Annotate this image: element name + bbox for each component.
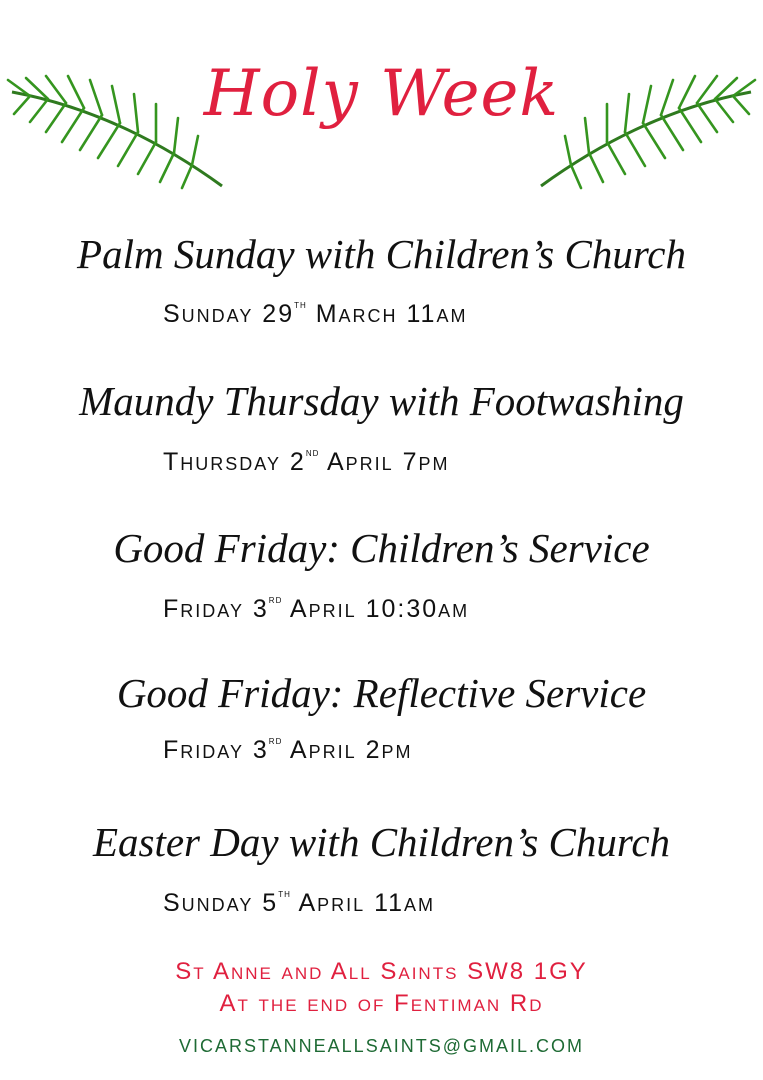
page-title: Holy Week <box>203 57 560 131</box>
event-time-easter-day: Sunday 5th April 11am <box>163 886 436 917</box>
event-name-good-friday-childrens: Good Friday: Children’s Service <box>113 525 650 571</box>
church-address: St Anne and All Saints SW8 1GY <box>175 958 588 985</box>
event-time-maundy-thursday: Thursday 2nd April 7pm <box>163 445 450 476</box>
church-directions: At the end of Fentiman Rd <box>219 990 544 1017</box>
event-time-palm-sunday: Sunday 29th March 11am <box>163 297 468 328</box>
contact-email[interactable]: VICARSTANNEALLSAINTS@GMAIL.COM <box>178 1036 584 1056</box>
event-name-palm-sunday: Palm Sunday with Children’s Church <box>77 231 686 277</box>
event-name-good-friday-reflective: Good Friday: Reflective Service <box>116 670 647 716</box>
event-time-good-friday-reflective: Friday 3rd April 2pm <box>163 733 413 764</box>
event-name-easter-day: Easter Day with Children’s Church <box>92 819 671 865</box>
event-name-maundy-thursday: Maundy Thursday with Footwashing <box>79 378 684 424</box>
event-time-good-friday-childrens: Friday 3rd April 10:30am <box>163 592 470 623</box>
